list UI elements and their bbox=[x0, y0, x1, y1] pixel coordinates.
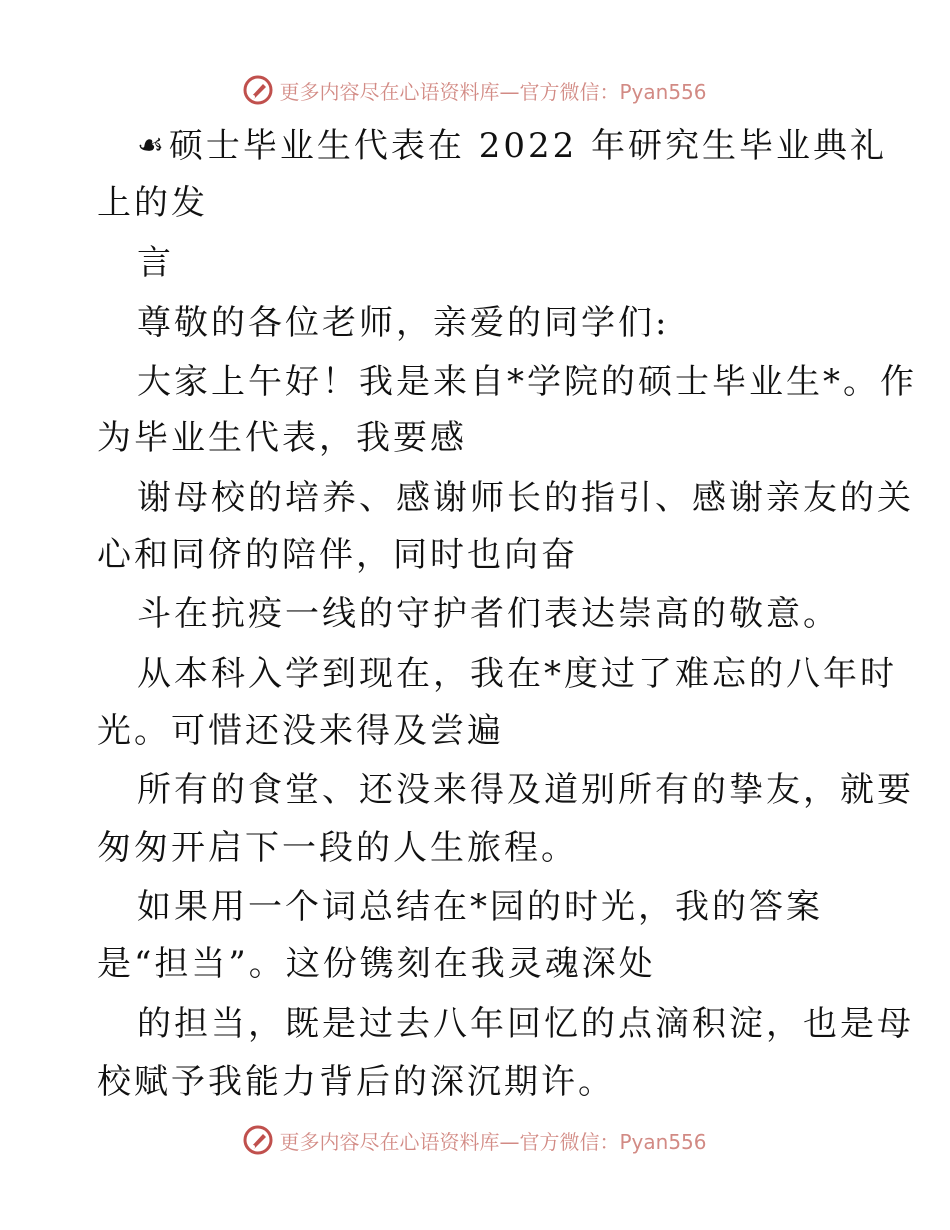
banner-wechat-id: Pyan556 bbox=[619, 1129, 707, 1154]
banner-text bbox=[279, 1126, 706, 1155]
ornament-icon: ☙ bbox=[137, 128, 167, 163]
doc-paragraph-line: 所有的食堂、还没来得及道别所有的挚友，就要 bbox=[137, 770, 914, 810]
doc-title-line-3: 言 bbox=[137, 243, 174, 283]
banner-site-text: 更多内容尽在心语资料库—官方微信： bbox=[279, 79, 620, 104]
header-banner bbox=[0, 70, 950, 110]
doc-paragraph-line: 是“担当”。这份镌刻在我灵魂深处 bbox=[97, 944, 656, 984]
banner-wechat-id: Pyan556 bbox=[619, 79, 707, 104]
banner-site-text: 更多内容尽在心语资料库—官方微信： bbox=[279, 1129, 620, 1154]
doc-paragraph-line: 心和同侪的陪伴，同时也向奋 bbox=[97, 535, 578, 575]
doc-line-text: 硕士毕业生代表在 2022 年研究生毕业典礼 bbox=[168, 126, 888, 166]
doc-paragraph-line: 校赋予我能力背后的深沉期许。 bbox=[97, 1062, 615, 1102]
doc-paragraph-line: 如果用一个词总结在*园的时光，我的答案 bbox=[137, 887, 823, 927]
doc-salutation: 尊敬的各位老师，亲爱的同学们: bbox=[137, 303, 670, 343]
footer-banner bbox=[0, 1120, 950, 1160]
pen-nib-logo-icon bbox=[243, 1125, 273, 1155]
banner-text bbox=[279, 76, 706, 105]
doc-paragraph-line: 的担当，既是过去八年回忆的点滴积淀，也是母 bbox=[137, 1004, 914, 1044]
doc-paragraph-line: 为毕业生代表，我要感 bbox=[97, 418, 467, 458]
doc-paragraph-line: 光。可惜还没来得及尝遍 bbox=[97, 711, 504, 751]
doc-paragraph-line: 谢母校的培养、感谢师长的指引、感谢亲友的关 bbox=[137, 478, 914, 518]
doc-paragraph-line: 斗在抗疫一线的守护者们表达崇高的敬意。 bbox=[137, 594, 840, 634]
doc-title-line-1 bbox=[137, 126, 887, 166]
doc-paragraph-line: 匆匆开启下一段的人生旅程。 bbox=[97, 828, 578, 868]
doc-paragraph-line: 大家上午好！我是来自*学院的硕士毕业生*。作 bbox=[137, 362, 917, 402]
doc-title-line-2: 上的发 bbox=[97, 183, 208, 223]
pen-nib-logo-icon bbox=[243, 75, 273, 105]
doc-paragraph-line: 从本科入学到现在，我在*度过了难忘的八年时 bbox=[137, 654, 897, 694]
